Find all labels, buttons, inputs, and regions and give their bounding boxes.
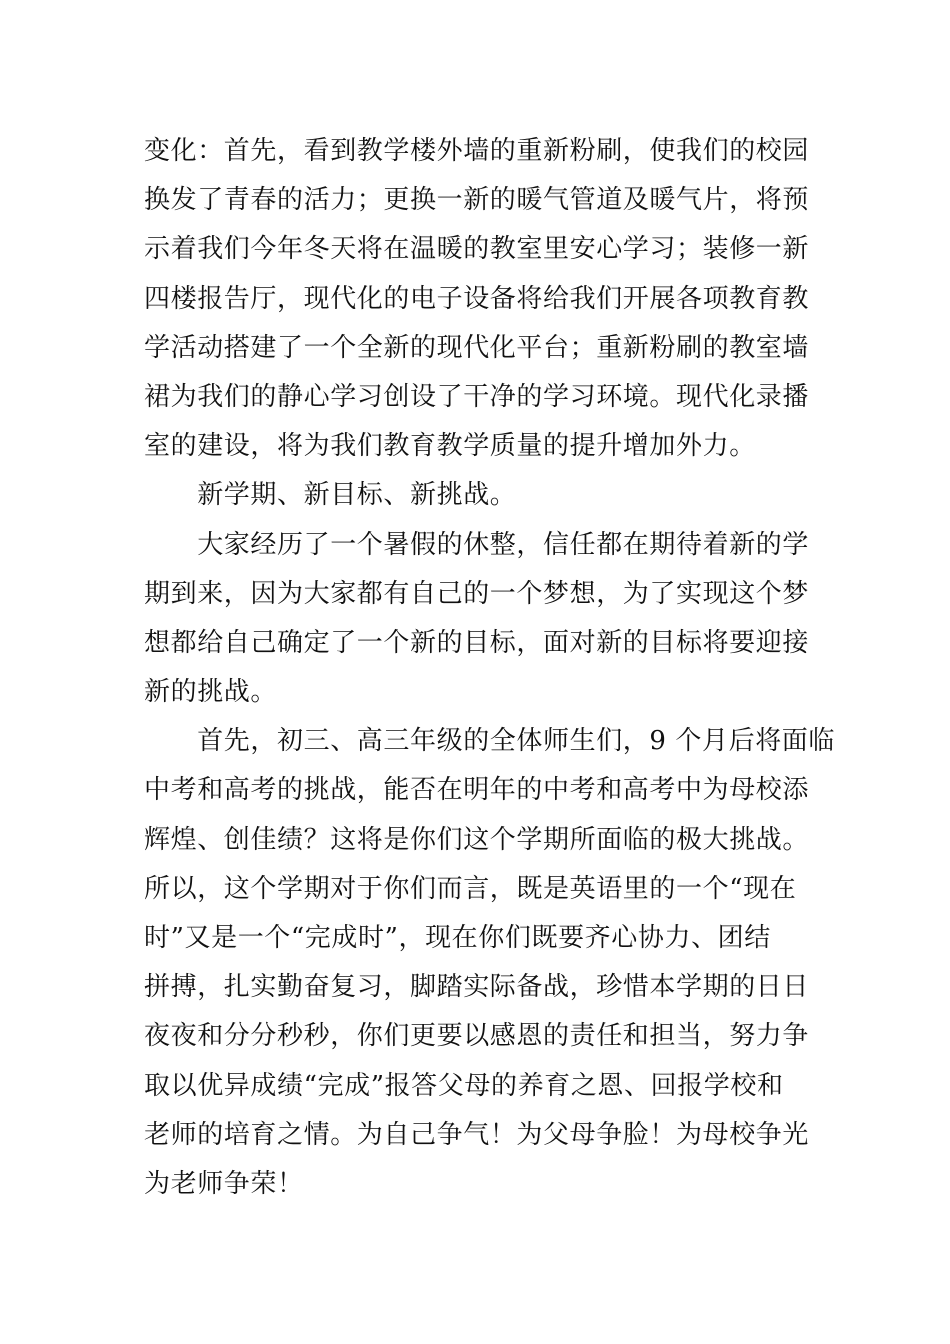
text-line: 中考和高考的挑战，能否在明年的中考和高考中为母校添 — [144, 775, 810, 806]
document-body — [144, 127, 836, 1209]
text-line: 为老师争荣！ — [144, 1168, 304, 1199]
text-line: 夜夜和分分秒秒，你们更要以感恩的责任和担当，努力争 — [144, 1021, 810, 1052]
text-line: 首先，初三、高三年级的全体师生们，9 个月后将面临 — [144, 726, 836, 757]
text-line: 辉煌、创佳绩？这将是你们这个学期所面临的极大挑战。 — [144, 824, 810, 855]
text-line: 所以，这个学期对于你们而言，既是英语里的一个“现在 — [144, 873, 797, 904]
text-line: 期到来，因为大家都有自己的一个梦想，为了实现这个梦 — [144, 578, 810, 609]
text-line: 换发了青春的活力；更换一新的暖气管道及暖气片，将预 — [144, 185, 810, 216]
text-line: 学活动搭建了一个全新的现代化平台；重新粉刷的教室墙 — [144, 332, 810, 363]
paragraph-heading-new-semester — [144, 471, 808, 520]
paragraph-graduating-classes — [144, 717, 836, 1209]
text-line: 新学期、新目标、新挑战。 — [144, 480, 517, 511]
text-line: 老师的培育之情。为自己争气！为父母争脸！为母校争光 — [144, 1119, 810, 1150]
text-line: 四楼报告厅，现代化的电子设备将给我们开展各项教育教 — [144, 283, 810, 314]
text-line: 示着我们今年冬天将在温暖的教室里安心学习；装修一新 — [144, 234, 810, 265]
text-line: 取以优异成绩“完成”报答父母的养育之恩、回报学校和 — [144, 1070, 784, 1101]
text-line: 想都给自己确定了一个新的目标，面对新的目标将要迎接 — [144, 627, 810, 658]
text-line: 新的挑战。 — [144, 677, 278, 708]
text-line: 变化：首先，看到教学楼外墙的重新粉刷，使我们的校园 — [144, 136, 810, 166]
paragraph-campus-changes — [144, 127, 808, 471]
text-line: 室的建设，将为我们教育教学质量的提升增加外力。 — [144, 431, 756, 462]
text-line: 时”又是一个“完成时”，现在你们既要齐心协力、团结 — [144, 923, 771, 953]
paragraph-new-goals — [144, 521, 808, 718]
text-line: 拼搏，扎实勤奋复习，脚踏实际备战，珍惜本学期的日日 — [144, 972, 810, 1003]
text-line: 裙为我们的静心学习创设了干净的学习环境。现代化录播 — [144, 381, 810, 412]
text-line: 大家经历了一个暑假的休整，信任都在期待着新的学 — [144, 529, 810, 560]
